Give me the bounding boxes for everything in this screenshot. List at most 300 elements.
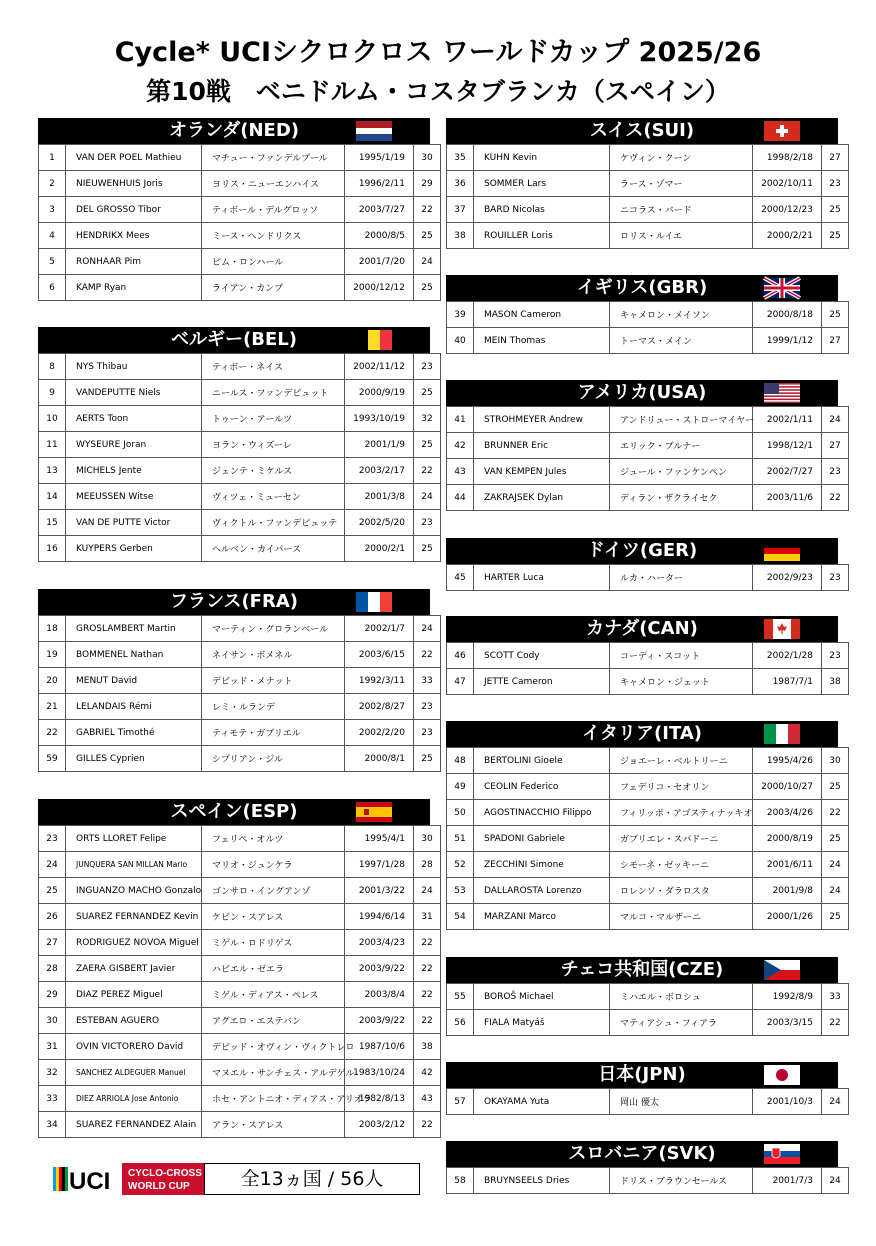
rider-name-en: FIALA Matyáš	[474, 1010, 610, 1036]
rider-name-en: VAN DER POEL Mathieu	[66, 145, 202, 171]
rider-number: 57	[447, 1089, 474, 1115]
rider-age: 43	[414, 1086, 441, 1112]
rider-name-ja: ロリス・ルイエ	[610, 223, 753, 249]
rider-number: 43	[447, 459, 474, 485]
rider-age: 25	[414, 746, 441, 772]
rider-birthdate: 2000/8/5	[345, 223, 414, 249]
rider-number: 52	[447, 852, 474, 878]
rider-row	[39, 746, 441, 772]
netherlands-flag-icon	[356, 121, 392, 141]
rider-row	[39, 720, 441, 746]
rider-age: 25	[822, 197, 849, 223]
rider-birthdate: 1993/10/19	[345, 406, 414, 432]
rider-row	[39, 1008, 441, 1034]
rider-name-ja: ケヴィン・クーン	[610, 145, 753, 171]
rider-birthdate: 2003/3/15	[753, 1010, 822, 1036]
rider-birthdate: 1996/2/11	[345, 171, 414, 197]
rider-name-en: BOMMENEL Nathan	[66, 642, 202, 668]
rider-birthdate: 2003/2/17	[345, 458, 414, 484]
team-name: チェコ共和国(CZE)	[560, 959, 724, 980]
rider-age: 25	[822, 826, 849, 852]
rider-name-en: AGOSTINACCHIO Filippo	[474, 800, 610, 826]
rider-name-en: ZAERA GISBERT Javier	[66, 956, 202, 982]
rider-birthdate: 2000/12/12	[345, 275, 414, 301]
rider-row	[447, 145, 849, 171]
rider-row	[447, 565, 849, 591]
rider-birthdate: 2002/5/20	[345, 510, 414, 536]
rider-birthdate: 2000/9/19	[345, 380, 414, 406]
italy-flag-icon	[764, 724, 800, 744]
rider-name-ja: シモーネ・ゼッキーニ	[610, 852, 753, 878]
rider-row	[39, 484, 441, 510]
rider-birthdate: 1992/8/9	[753, 984, 822, 1010]
rider-name-ja: アラン・スアレス	[202, 1112, 345, 1138]
team-name: オランダ(NED)	[168, 120, 300, 141]
rider-age: 27	[822, 433, 849, 459]
rider-birthdate: 1995/1/19	[345, 145, 414, 171]
rider-name-ja: シプリアン・ジル	[202, 746, 345, 772]
team-name: スロバニア(SVK)	[568, 1143, 716, 1164]
rider-number: 30	[39, 1008, 66, 1034]
rider-birthdate: 2003/2/12	[345, 1112, 414, 1138]
rider-number: 25	[39, 878, 66, 904]
rider-name-en: MARZANI Marco	[474, 904, 610, 930]
rider-birthdate: 1998/2/18	[753, 145, 822, 171]
rider-name-en: KAMP Ryan	[66, 275, 202, 301]
rider-birthdate: 2001/6/11	[753, 852, 822, 878]
rider-row	[39, 145, 441, 171]
rider-name-en: MEEUSSEN Witse	[66, 484, 202, 510]
rider-birthdate: 2000/2/1	[345, 536, 414, 562]
team-block-cze	[446, 957, 841, 1036]
uci-cyclocross-world-cup-logo	[52, 1163, 204, 1195]
rider-name-ja: アグエロ・エステバン	[202, 1008, 345, 1034]
rider-name-en: DEL GROSSO Tibor	[66, 197, 202, 223]
rider-birthdate: 1987/7/1	[753, 669, 822, 695]
rider-age: 27	[822, 145, 849, 171]
rider-number: 8	[39, 354, 66, 380]
page-title: Cycle* UCIシクロクロス ワールドカップ 2025/26	[114, 37, 762, 68]
rider-birthdate: 2002/11/12	[345, 354, 414, 380]
rider-name-ja: トーマス・メイン	[610, 328, 753, 354]
rider-row	[447, 904, 849, 930]
rider-birthdate: 2000/10/27	[753, 774, 822, 800]
team-block-ita	[446, 721, 841, 930]
rider-age: 22	[414, 1112, 441, 1138]
rider-age: 30	[414, 826, 441, 852]
rider-name-en: SCOTT Cody	[474, 643, 610, 669]
rider-number: 27	[39, 930, 66, 956]
rider-number: 54	[447, 904, 474, 930]
rider-table	[38, 615, 441, 772]
rider-number: 45	[447, 565, 474, 591]
rider-number: 40	[447, 328, 474, 354]
team-name: スイス(SUI)	[589, 120, 695, 141]
rider-name-en: MICHELS Jente	[66, 458, 202, 484]
team-name: 日本(JPN)	[598, 1064, 686, 1085]
rider-number: 53	[447, 878, 474, 904]
rider-number: 11	[39, 432, 66, 458]
rider-row	[447, 223, 849, 249]
rider-number: 9	[39, 380, 66, 406]
rider-name-ja: キャメロン・ジェット	[610, 669, 753, 695]
rider-name-ja: ヴィクトル・ファンデピュッテ	[202, 510, 345, 536]
rider-age: 24	[414, 616, 441, 642]
rider-birthdate: 1992/3/11	[345, 668, 414, 694]
rider-name-en: INGUANZO MACHO Gonzalo	[66, 878, 202, 904]
rider-number: 46	[447, 643, 474, 669]
rider-row	[39, 642, 441, 668]
rider-name-ja: ハビエル・ゼエラ	[202, 956, 345, 982]
germany-flag-icon	[764, 541, 800, 561]
spain-flag-icon	[356, 802, 392, 822]
total-summary: 全13ヵ国 / 56人	[204, 1163, 420, 1195]
rider-birthdate: 2001/3/8	[345, 484, 414, 510]
rider-row	[447, 669, 849, 695]
rider-age: 25	[822, 904, 849, 930]
rider-name-ja: ジョエーレ・ベルトリーニ	[610, 748, 753, 774]
rider-table	[446, 747, 849, 930]
rider-row	[39, 694, 441, 720]
rider-birthdate: 2000/8/19	[753, 826, 822, 852]
rider-table	[446, 406, 849, 511]
rider-table	[446, 1088, 849, 1115]
rider-row	[447, 878, 849, 904]
rider-number: 59	[39, 746, 66, 772]
rider-number: 24	[39, 852, 66, 878]
rider-number: 50	[447, 800, 474, 826]
rider-age: 22	[414, 1008, 441, 1034]
rider-name-en: JUNQUERA SAN MILLAN Mario	[66, 852, 202, 878]
rider-name-ja: アンドリュー・ストローマイヤー	[610, 407, 753, 433]
rider-name-en: MASON Cameron	[474, 302, 610, 328]
rider-age: 22	[414, 982, 441, 1008]
rider-age: 25	[414, 380, 441, 406]
rider-name-ja: ミゲル・ディアス・ペレス	[202, 982, 345, 1008]
rider-age: 24	[822, 878, 849, 904]
rider-name-en: NIEUWENHUIS Joris	[66, 171, 202, 197]
rider-age: 24	[414, 249, 441, 275]
rider-number: 41	[447, 407, 474, 433]
rider-birthdate: 2000/2/21	[753, 223, 822, 249]
rider-number: 23	[39, 826, 66, 852]
rider-age: 38	[414, 1034, 441, 1060]
rider-birthdate: 2003/9/22	[345, 956, 414, 982]
rider-row	[39, 275, 441, 301]
rider-name-en: DIEZ ARRIOLA Jose Antonio	[66, 1086, 202, 1112]
rider-name-ja: ヨリス・ニューエンハイス	[202, 171, 345, 197]
rider-name-en: MENUT David	[66, 668, 202, 694]
team-block-ger	[446, 538, 841, 591]
rider-number: 36	[447, 171, 474, 197]
japan-flag-icon	[764, 1065, 800, 1085]
rider-name-ja: ラース・ゾマー	[610, 171, 753, 197]
rider-name-ja: ロレンソ・ダラロスタ	[610, 878, 753, 904]
rider-row	[39, 956, 441, 982]
rider-row	[39, 1034, 441, 1060]
rider-birthdate: 1995/4/26	[753, 748, 822, 774]
rider-number: 21	[39, 694, 66, 720]
rider-table	[38, 353, 441, 562]
rider-number: 51	[447, 826, 474, 852]
rider-number: 15	[39, 510, 66, 536]
rider-table	[38, 825, 441, 1138]
rider-name-ja: デビッド・メナット	[202, 668, 345, 694]
switzerland-flag-icon	[764, 121, 800, 141]
rider-birthdate: 2002/7/27	[753, 459, 822, 485]
rider-name-ja: ゴンサロ・イングアンゾ	[202, 878, 345, 904]
rider-name-ja: ピム・ロンハール	[202, 249, 345, 275]
rider-name-ja: マルコ・マルザーニ	[610, 904, 753, 930]
rider-row	[39, 1086, 441, 1112]
rider-row	[39, 406, 441, 432]
rider-name-en: LELANDAIS Rémi	[66, 694, 202, 720]
team-block-fra	[38, 589, 433, 772]
rider-number: 1	[39, 145, 66, 171]
rider-name-ja: マーティン・グロランベール	[202, 616, 345, 642]
rider-age: 30	[414, 145, 441, 171]
rider-name-en: JETTE Cameron	[474, 669, 610, 695]
rider-row	[447, 171, 849, 197]
rider-row	[39, 826, 441, 852]
rider-row	[447, 748, 849, 774]
rider-birthdate: 2003/7/27	[345, 197, 414, 223]
rider-table	[446, 301, 849, 354]
rider-birthdate: 2003/9/22	[345, 1008, 414, 1034]
rider-row	[447, 1010, 849, 1036]
team-block-sui	[446, 118, 841, 249]
rider-number: 48	[447, 748, 474, 774]
rider-age: 22	[414, 642, 441, 668]
rider-row	[39, 223, 441, 249]
team-block-bel	[38, 327, 433, 562]
rider-age: 24	[414, 878, 441, 904]
czechia-flag-icon	[764, 960, 800, 980]
rider-birthdate: 1994/6/14	[345, 904, 414, 930]
rider-name-en: VAN DE PUTTE Victor	[66, 510, 202, 536]
rider-name-en: NYS Thibau	[66, 354, 202, 380]
rider-row	[447, 328, 849, 354]
rider-name-en: HENDRIKX Mees	[66, 223, 202, 249]
rider-name-en: BARD Nicolas	[474, 197, 610, 223]
rider-row	[447, 826, 849, 852]
rider-birthdate: 2002/10/11	[753, 171, 822, 197]
rider-table	[38, 144, 441, 301]
rider-number: 10	[39, 406, 66, 432]
rider-birthdate: 2002/2/20	[345, 720, 414, 746]
rider-number: 26	[39, 904, 66, 930]
rider-name-en: SUAREZ FERNANDEZ Kevin	[66, 904, 202, 930]
rider-row	[39, 197, 441, 223]
rider-row	[39, 536, 441, 562]
rider-name-ja: キャメロン・メイソン	[610, 302, 753, 328]
rider-number: 58	[447, 1168, 474, 1194]
rider-birthdate: 1982/8/13	[345, 1086, 414, 1112]
rider-age: 23	[822, 171, 849, 197]
rider-name-en: STROHMEYER Andrew	[474, 407, 610, 433]
rider-birthdate: 2001/7/20	[345, 249, 414, 275]
team-name: イギリス(GBR)	[576, 277, 708, 298]
rider-birthdate: 1999/1/12	[753, 328, 822, 354]
rider-age: 33	[822, 984, 849, 1010]
rider-age: 24	[822, 1168, 849, 1194]
rider-name-en: SPADONI Gabriele	[474, 826, 610, 852]
rider-age: 29	[414, 171, 441, 197]
rider-name-ja: マリオ・ジュンケラ	[202, 852, 345, 878]
rider-name-en: DIAZ PEREZ Miguel	[66, 982, 202, 1008]
rider-name-ja: フェデリコ・セオリン	[610, 774, 753, 800]
rider-number: 42	[447, 433, 474, 459]
rider-age: 33	[414, 668, 441, 694]
rider-name-en: ESTEBAN AGUERO	[66, 1008, 202, 1034]
logo-uci-text: UCI	[69, 1168, 111, 1195]
rider-row	[447, 984, 849, 1010]
rider-age: 24	[822, 407, 849, 433]
uk-flag-icon	[764, 278, 800, 298]
rider-name-ja: ホセ・アントニオ・ディアス・アリオラ	[202, 1086, 345, 1112]
rider-birthdate: 2002/8/27	[345, 694, 414, 720]
rider-number: 20	[39, 668, 66, 694]
rider-number: 47	[447, 669, 474, 695]
rider-name-en: OVIN VICTORERO David	[66, 1034, 202, 1060]
rider-age: 23	[822, 565, 849, 591]
rider-name-en: SOMMER Lars	[474, 171, 610, 197]
rider-number: 35	[447, 145, 474, 171]
rider-number: 5	[39, 249, 66, 275]
rider-number: 13	[39, 458, 66, 484]
team-name: カナダ(CAN)	[586, 618, 698, 639]
rider-row	[39, 171, 441, 197]
rider-name-ja: ネイサン・ボメネル	[202, 642, 345, 668]
rider-age: 42	[414, 1060, 441, 1086]
rider-name-ja: レミ・ルランデ	[202, 694, 345, 720]
rider-row	[39, 878, 441, 904]
rider-name-en: ROUILLER Loris	[474, 223, 610, 249]
rider-birthdate: 2000/8/18	[753, 302, 822, 328]
team-name: アメリカ(USA)	[577, 382, 707, 403]
rider-number: 31	[39, 1034, 66, 1060]
rider-number: 32	[39, 1060, 66, 1086]
team-name: フランス(FRA)	[170, 591, 298, 612]
rider-name-en: KUHN Kevin	[474, 145, 610, 171]
rider-name-en: SANCHEZ ALDEGUER Manuel	[66, 1060, 202, 1086]
rider-age: 23	[414, 720, 441, 746]
rider-row	[39, 982, 441, 1008]
team-block-ned	[38, 118, 433, 301]
rider-age: 25	[414, 536, 441, 562]
rider-name-en: ZECCHINI Simone	[474, 852, 610, 878]
rider-birthdate: 2003/4/26	[753, 800, 822, 826]
rider-name-en: MEIN Thomas	[474, 328, 610, 354]
rider-name-ja: ミハエル・ボロシュ	[610, 984, 753, 1010]
team-block-can	[446, 616, 841, 695]
rider-name-en: KUYPERS Gerben	[66, 536, 202, 562]
rider-name-en: ZAKRAJSEK Dylan	[474, 485, 610, 511]
rider-name-en: ORTS LLORET Felipe	[66, 826, 202, 852]
rider-name-ja: ヴィツェ・ミューセン	[202, 484, 345, 510]
rider-number: 34	[39, 1112, 66, 1138]
france-flag-icon	[356, 592, 392, 612]
rider-age: 27	[822, 328, 849, 354]
rider-row	[39, 1060, 441, 1086]
rider-number: 55	[447, 984, 474, 1010]
rider-birthdate: 1983/10/24	[345, 1060, 414, 1086]
team-block-esp	[38, 799, 433, 1138]
rider-name-en: RODRIGUEZ NOVOA Miguel	[66, 930, 202, 956]
rider-name-ja: ヘルベン・カイパース	[202, 536, 345, 562]
rider-birthdate: 1997/1/28	[345, 852, 414, 878]
rider-table	[446, 1167, 849, 1194]
rider-age: 22	[414, 930, 441, 956]
rider-name-ja: ルカ・ハーター	[610, 565, 753, 591]
rider-birthdate: 2003/6/15	[345, 642, 414, 668]
rider-row	[447, 407, 849, 433]
rider-age: 24	[414, 484, 441, 510]
rider-row	[39, 510, 441, 536]
rider-row	[447, 1089, 849, 1115]
rider-row	[447, 643, 849, 669]
team-block-svk	[446, 1141, 841, 1194]
rider-birthdate: 2000/8/1	[345, 746, 414, 772]
rider-name-en: BERTOLINI Gioele	[474, 748, 610, 774]
rider-name-ja: ライアン・カンプ	[202, 275, 345, 301]
rider-name-en: VANDEPUTTE Niels	[66, 380, 202, 406]
rider-age: 22	[414, 956, 441, 982]
rider-name-ja: ティボー・ネイス	[202, 354, 345, 380]
rider-name-ja: ニールス・ファンデピュット	[202, 380, 345, 406]
rider-name-ja: フェリペ・オルツ	[202, 826, 345, 852]
rider-row	[447, 774, 849, 800]
rider-age: 22	[822, 800, 849, 826]
rider-name-ja: マヌエル・サンチェス・アルデゲル	[202, 1060, 345, 1086]
team-block-usa	[446, 380, 841, 511]
rider-age: 25	[414, 275, 441, 301]
rider-age: 22	[414, 197, 441, 223]
rider-age: 22	[822, 1010, 849, 1036]
rider-name-ja: マチュー・ファンデルプール	[202, 145, 345, 171]
rider-age: 22	[414, 458, 441, 484]
rider-name-en: SUAREZ FERNANDEZ Alain	[66, 1112, 202, 1138]
rider-age: 22	[822, 485, 849, 511]
rider-birthdate: 2003/4/23	[345, 930, 414, 956]
rider-row	[447, 800, 849, 826]
rider-birthdate: 1995/4/1	[345, 826, 414, 852]
rider-number: 56	[447, 1010, 474, 1036]
rider-age: 23	[414, 354, 441, 380]
rider-birthdate: 2000/12/23	[753, 197, 822, 223]
logo-line2: WORLD CUP	[128, 1181, 190, 1192]
rider-name-ja: エリック・ブルナー	[610, 433, 753, 459]
rider-age: 25	[822, 302, 849, 328]
rider-row	[39, 616, 441, 642]
rider-birthdate: 2001/7/3	[753, 1168, 822, 1194]
rider-row	[39, 852, 441, 878]
rider-number: 29	[39, 982, 66, 1008]
rider-number: 4	[39, 223, 66, 249]
rider-age: 32	[414, 406, 441, 432]
rider-name-ja: デビッド・オヴィン・ヴィクトレロ	[202, 1034, 345, 1060]
rider-name-en: VAN KEMPEN Jules	[474, 459, 610, 485]
rider-row	[447, 485, 849, 511]
rider-age: 23	[822, 643, 849, 669]
rider-number: 44	[447, 485, 474, 511]
rider-name-en: RONHAAR Pim	[66, 249, 202, 275]
rider-row	[39, 904, 441, 930]
team-block-jpn	[446, 1062, 841, 1115]
rider-name-en: BRUYNSEELS Dries	[474, 1168, 610, 1194]
rider-row	[39, 354, 441, 380]
rider-row	[447, 852, 849, 878]
